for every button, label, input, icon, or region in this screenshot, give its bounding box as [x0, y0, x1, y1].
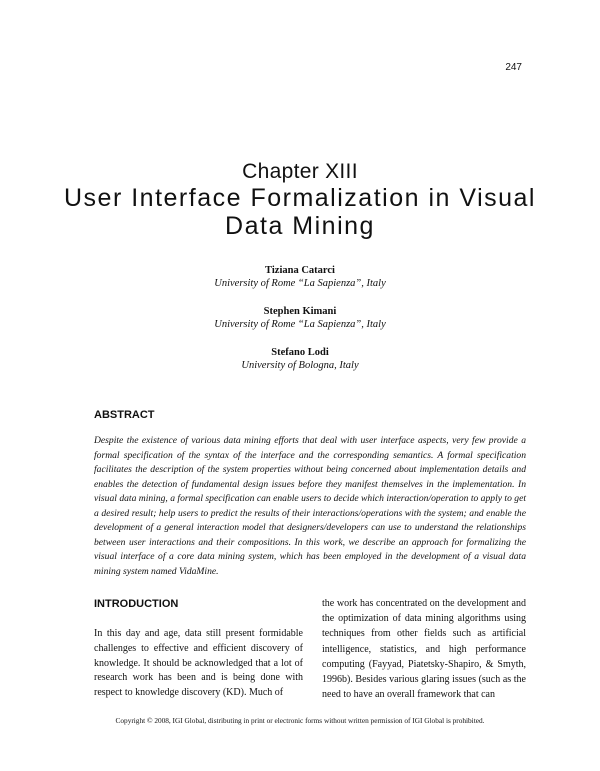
page-number: 247 — [505, 62, 522, 73]
author-block — [0, 305, 600, 332]
author-affiliation: University of Bologna, Italy — [241, 360, 359, 371]
author-affiliation: University of Rome “La Sapienza”, Italy — [214, 319, 386, 330]
author-list — [0, 264, 600, 387]
chapter-title: User Interface Formalization in Visual Data Mining — [64, 184, 536, 240]
body-column-right: the work has concentrated on the development and the optimization of data mining algorithms using techniques from other fields such as artificial intelligence, statistics, and high performance computing (Fayyad, Piatetsky-Shapiro, & Smyth, 1996b). Besides various glaring issues (such as the need to have an overall framework that can — [322, 598, 526, 701]
author-name: Tiziana Catarci — [265, 265, 335, 276]
author-name: Stefano Lodi — [271, 347, 329, 358]
body-column-left: In this day and age, data still present formidable challenges to effective and efficient discovery of knowledge. It should be acknowledged that a lot of research work has been and is being done with respect to knowledge discovery (KD). Much of — [94, 628, 303, 699]
author-block — [0, 346, 600, 373]
author-block — [0, 264, 600, 291]
introduction-heading: INTRODUCTION — [94, 598, 179, 610]
author-name: Stephen Kimani — [263, 306, 337, 317]
chapter-label: Chapter XIII — [242, 160, 358, 183]
copyright-notice: Copyright © 2008, IGI Global, distributing in print or electronic forms without written permission of IGI Global is prohibited. — [115, 716, 485, 725]
abstract-text: Despite the existence of various data mining efforts that deal with user interface aspects, very few provide a formal specification of the syntax of the interface and the corresponding semantics. A formal specification facilitates the description of the system properties without being concerned about implementation details and enables the detection of fundamental design issues before they manifest themselves in the implementation. In visual data mining, a formal specification can enable users to decide which interaction/operation to apply to get a desired result; help users to predict the results of their interactions/operations with the system; and enable the development of a general interaction model that designers/developers can use to understand the relationships between user interactions and their compositions. In this work, we describe an approach for formalizing the visual interface of a core data mining system, which has been employed in the development of a visual data mining system named VidaMine. — [94, 435, 526, 577]
author-affiliation: University of Rome “La Sapienza”, Italy — [214, 278, 386, 289]
abstract-heading: ABSTRACT — [94, 409, 155, 421]
